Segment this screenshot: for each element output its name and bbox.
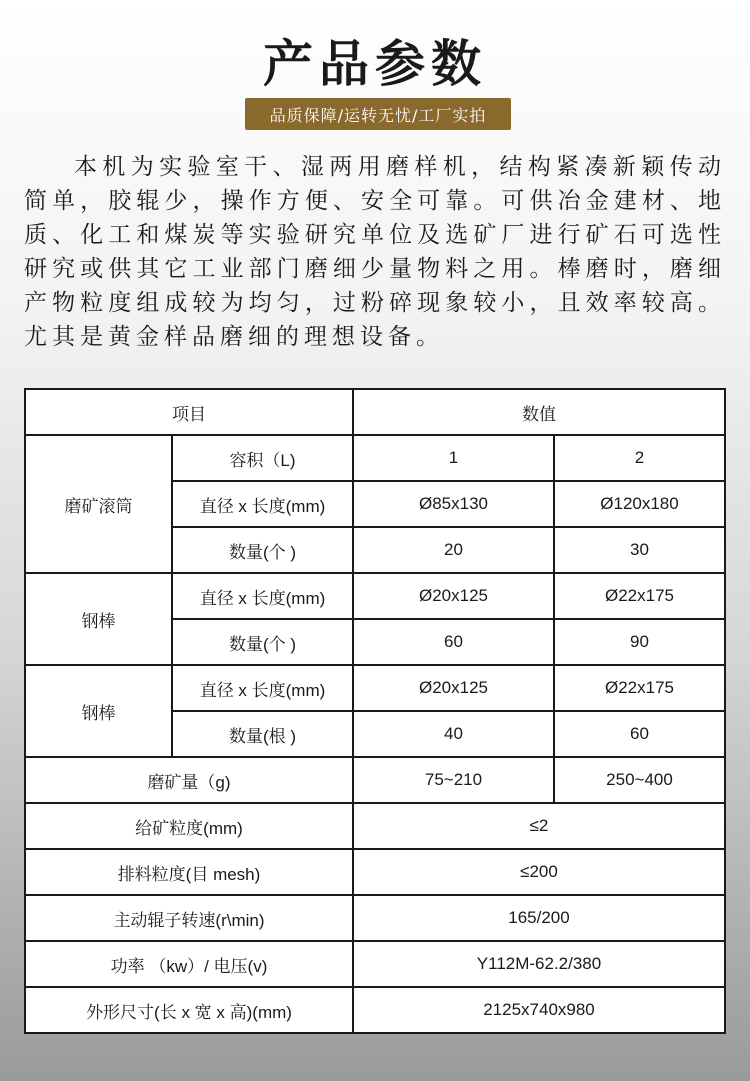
row-value-2: 90 <box>554 619 725 665</box>
table-row <box>25 435 725 481</box>
row-value-2: Ø22x175 <box>554 665 725 711</box>
group-label-rod: 钢棒 <box>25 665 172 757</box>
row-label: 数量(个 ) <box>172 619 353 665</box>
row-value-2: 250~400 <box>554 757 725 803</box>
row-value-1: 20 <box>353 527 554 573</box>
table-row <box>25 757 725 803</box>
header-value: 数值 <box>353 389 725 435</box>
row-value-2: Ø22x175 <box>554 573 725 619</box>
spec-table <box>24 388 726 1034</box>
row-value-speed: 165/200 <box>353 895 725 941</box>
row-label-discharge: 排料粒度(目 mesh) <box>25 849 353 895</box>
group-label-drum: 磨矿滚筒 <box>25 435 172 573</box>
row-value-2: 30 <box>554 527 725 573</box>
row-label: 直径 x 长度(mm) <box>172 665 353 711</box>
row-value-1: Ø20x125 <box>353 573 554 619</box>
row-value-size: 2125x740x980 <box>353 987 725 1033</box>
group-label-rod: 钢棒 <box>25 573 172 665</box>
tagline-badge: 品质保障/运转无忧/工厂实拍 <box>245 98 511 130</box>
row-label-power: 功率 （kw）/ 电压(v) <box>25 941 353 987</box>
row-value-1: 40 <box>353 711 554 757</box>
table-row <box>25 849 725 895</box>
page-title: 产品参数 <box>263 35 487 93</box>
row-value-1: 75~210 <box>353 757 554 803</box>
intro-paragraph: 本机为实验室干、湿两用磨样机，结构紧凑新颖传动简单，胶辊少，操作方便、安全可靠。可供冶金建材、地质、化工和煤炭等实验研究单位及选矿厂进行矿石可选性研究或供其它工业部门磨细少量物料之用。棒磨时，磨细产物粒度组成较为均匀，过粉碎现象较小，且效率较高。尤其是黄金样品磨细的理想设备。 <box>24 154 726 350</box>
row-label-speed: 主动辊子转速(r\min) <box>25 895 353 941</box>
row-label-feed: 给矿粒度(mm) <box>25 803 353 849</box>
row-value-1: 1 <box>353 435 554 481</box>
row-value-1: 60 <box>353 619 554 665</box>
row-value-2: 2 <box>554 435 725 481</box>
row-label: 直径 x 长度(mm) <box>172 573 353 619</box>
table-row <box>25 895 725 941</box>
row-value-feed: ≤2 <box>353 803 725 849</box>
row-label-grind: 磨矿量（g) <box>25 757 353 803</box>
table-row <box>25 941 725 987</box>
row-value-power: Y112M-62.2/380 <box>353 941 725 987</box>
table-row <box>25 803 725 849</box>
table-header-row <box>25 389 725 435</box>
row-label: 数量(个 ) <box>172 527 353 573</box>
row-label: 数量(根 ) <box>172 711 353 757</box>
row-value-discharge: ≤200 <box>353 849 725 895</box>
row-value-2: Ø120x180 <box>554 481 725 527</box>
row-label-size: 外形尺寸(长 x 宽 x 高)(mm) <box>25 987 353 1033</box>
row-value-1: Ø20x125 <box>353 665 554 711</box>
row-label: 直径 x 长度(mm) <box>172 481 353 527</box>
table-row <box>25 987 725 1033</box>
row-label: 容积（L) <box>172 435 353 481</box>
row-value-2: 60 <box>554 711 725 757</box>
table-row <box>25 573 725 619</box>
table-row <box>25 665 725 711</box>
row-value-1: Ø85x130 <box>353 481 554 527</box>
header-item: 项目 <box>25 389 353 435</box>
